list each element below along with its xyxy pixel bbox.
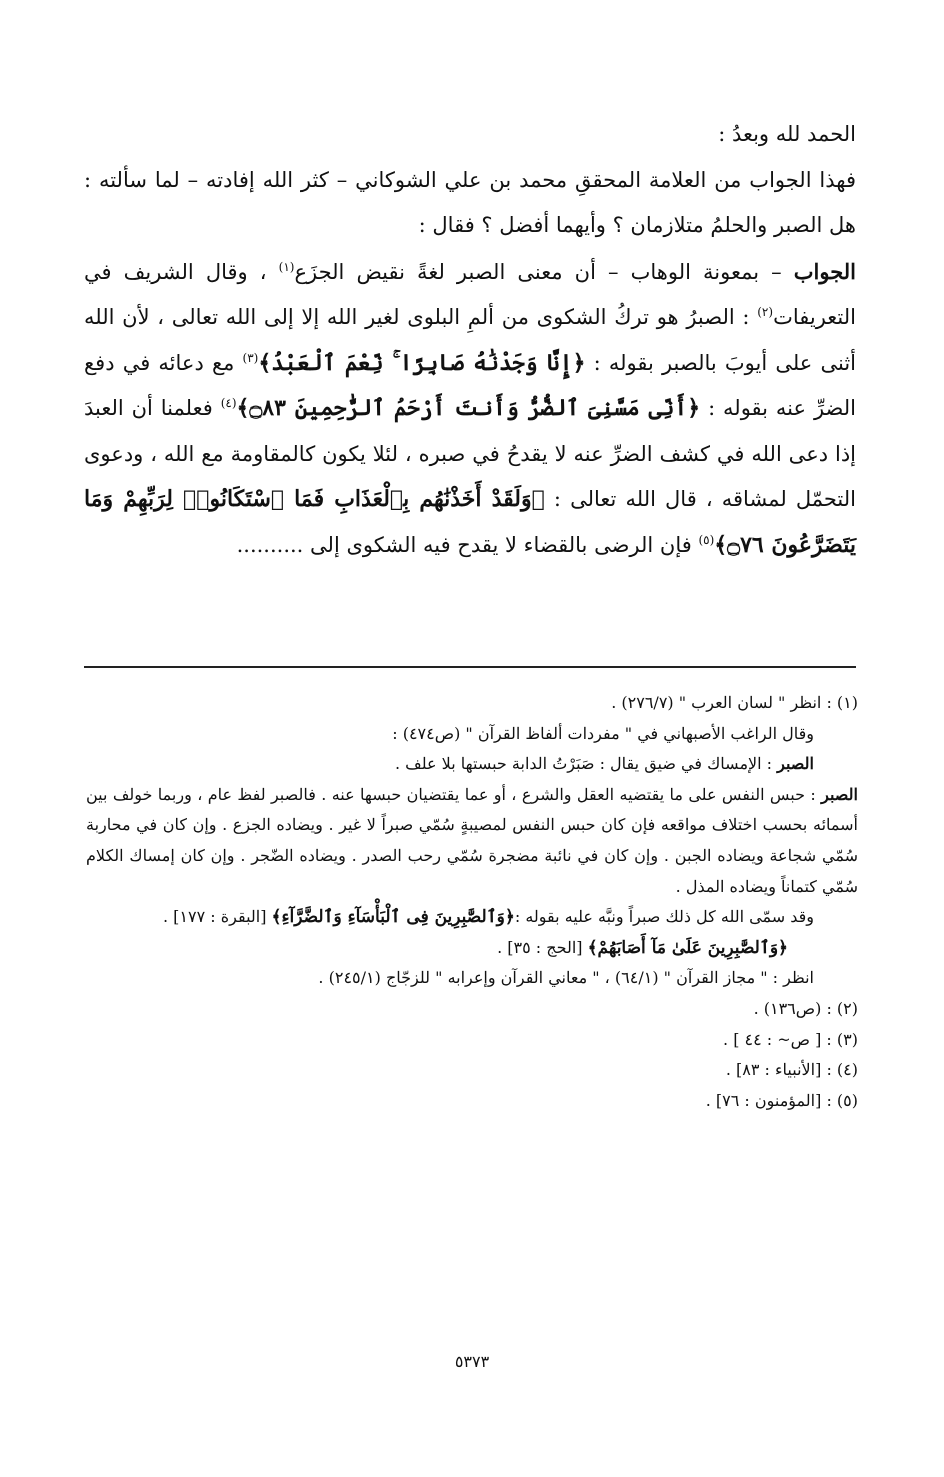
- footnote-term-sabr-1: الصبر: [777, 754, 814, 774]
- footnote-ref-2[interactable]: (٢): [757, 305, 774, 319]
- answer-label: الجواب: [793, 258, 856, 284]
- footnote-2: (٢) : (ص١٣٦) .: [753, 998, 858, 1018]
- footnote-ref-1[interactable]: (١): [278, 259, 295, 274]
- footnote-1-line-6: [86, 933, 858, 964]
- footnote-ref-4[interactable]: (٤): [220, 396, 237, 410]
- answer-text-d: مع دعائه في دفع الضرِّ عنه بقوله :: [84, 350, 856, 420]
- answer-text-b: ، وقال الشريف في التعريفات: [84, 259, 856, 329]
- footnote-1-line-1: (١) : انظر " لسان العرب " (٢٧٦/٧) .: [611, 693, 858, 712]
- footnote-1-line-5: [86, 902, 858, 933]
- footnote-1-line-7: انظر : " مجاز القرآن " (٦٤/١) ، " معاني القرآن وإعرابه " للزجّاج (٢٤٥/١) .: [318, 968, 814, 988]
- footnote-1-line-4: [86, 780, 858, 902]
- footnote-ref-5[interactable]: (٥): [698, 532, 715, 547]
- quran-quote-2: ﴿أَنِّى مَسَّنِىَ ٱلضُّرُّ وَأَنتَ أَرْحَمُ ٱلرَّٰحِمِينَ ۝٨٣﴾: [236, 395, 701, 421]
- footnote-divider: [84, 666, 856, 668]
- footnote-1-line-5-text: وقد سمّى الله كل ذلك صبراً ونبَّه عليه بقوله :: [514, 907, 814, 927]
- footnote-quran-ref-1: [البقرة : ١٧٧] .: [163, 907, 272, 927]
- footnote-1-line-2: وقال الراغب الأصبهاني في " مفردات ألفاظ القرآن " (ص٤٧٤) :: [392, 723, 814, 743]
- opening-line: الحمد لله وبعدُ :: [718, 122, 856, 146]
- footnotes-block: [86, 688, 858, 1116]
- footnote-1-line-3-text: : الإمساك في ضيق يقال : صَبَرْتُ الدابة حبستها بلا علف .: [395, 754, 778, 774]
- footnote-quran-quote-2: ﴿وَٱلصَّٰبِرِينَ عَلَىٰ مَآ أَصَابَهُمْ﴾: [587, 937, 788, 958]
- footnote-3: (٣) : [ ص~ : ٤٤ ] .: [723, 1029, 858, 1049]
- footnote-quran-ref-2: [الحج : ٣٥] .: [497, 937, 588, 957]
- answer-text-a: – بمعونة الوهاب – أن معنى الصبر لغةً نقيض الجزَع: [294, 259, 794, 284]
- footnote-term-sabr-2: الصبر: [821, 784, 858, 804]
- quran-quote-1: ﴿إِنَّا وَجَدْنَٰهُ صَابِرًا ۚ نِّعْمَ ٱلْعَبْدُ﴾: [258, 349, 586, 376]
- answer-text-c: : الصبرُ هو تركُ الشكوى من ألمِ البلوى لغير الله إلا إلى الله تعالى ، لأن الله أثنى على أيوبَ بالصبر بقوله :: [84, 305, 856, 375]
- footnote-quran-quote-1: ﴿وَٱلصَّٰبِرِينَ فِى ٱلْبَأْسَآءِ وَٱلضَّرَّآءِ﴾: [271, 907, 515, 928]
- footnote-4: (٤) : [الأنبياء : ٨٣] .: [725, 1060, 858, 1080]
- footnote-1-line-3: [86, 749, 858, 780]
- footnote-5: (٥) : [المؤمنون : ٧٦] .: [705, 1090, 858, 1110]
- footnote-ref-3[interactable]: (٣): [242, 350, 259, 365]
- quran-quote-3: ﴿وَلَقَدْ أَخَذْنَٰهُم بِٱلْعَذَابِ فَمَا ٱسْتَكَانُوا۟ لِرَبِّهِمْ وَمَا يَتَضَرَّعُونَ ۝٧٦﴾: [84, 486, 856, 558]
- question-paragraph: فهذا الجواب من العلامة المحققِ محمد بن علي الشوكاني – كثر الله إفادته – لما سألته : هل الصبر والحلمُ متلازمان ؟ وأيهما أفضل ؟ فقال :: [84, 167, 856, 237]
- answer-text-e: فعلمنا أن العبدَ إذا دعى الله في كشف الضرِّ عنه لا يقدحُ في صبره ، لئلا يكون كالمقاومة مع الله ، ودعوى التحمّل لمشاقه ، قال الله تعالى :: [84, 396, 857, 511]
- answer-text-f: فإن الرضى بالقضاء لا يقدح فيه الشكوى إلى ..........: [236, 532, 699, 557]
- answer-paragraph: [84, 249, 856, 569]
- main-text-block: [84, 112, 856, 568]
- footnote-1-line-4-text: : حبس النفس على ما يقتضيه العقل والشرع ، أو عما يقتضيان حبسها عنه . فالصبر لفظ عام ، وربما خولف بين أسمائه بحسب اختلاف مواقعه فإن كان حبس النفس لمصيبةٍ سُمّي صبراً لا غير . ويضاده الجزع . وإن كان في محاربة سُمّي شجاعة ويضاده الجبن . وإن كان في نائبة مضجرة سُمّي رحب الصدر . ويضاده الضّجر . وإن كان إمساك الكلام سُمّي كتماناً ويضاده المذل .: [86, 784, 859, 896]
- page-number: ٥٣٧٣: [454, 1352, 490, 1371]
